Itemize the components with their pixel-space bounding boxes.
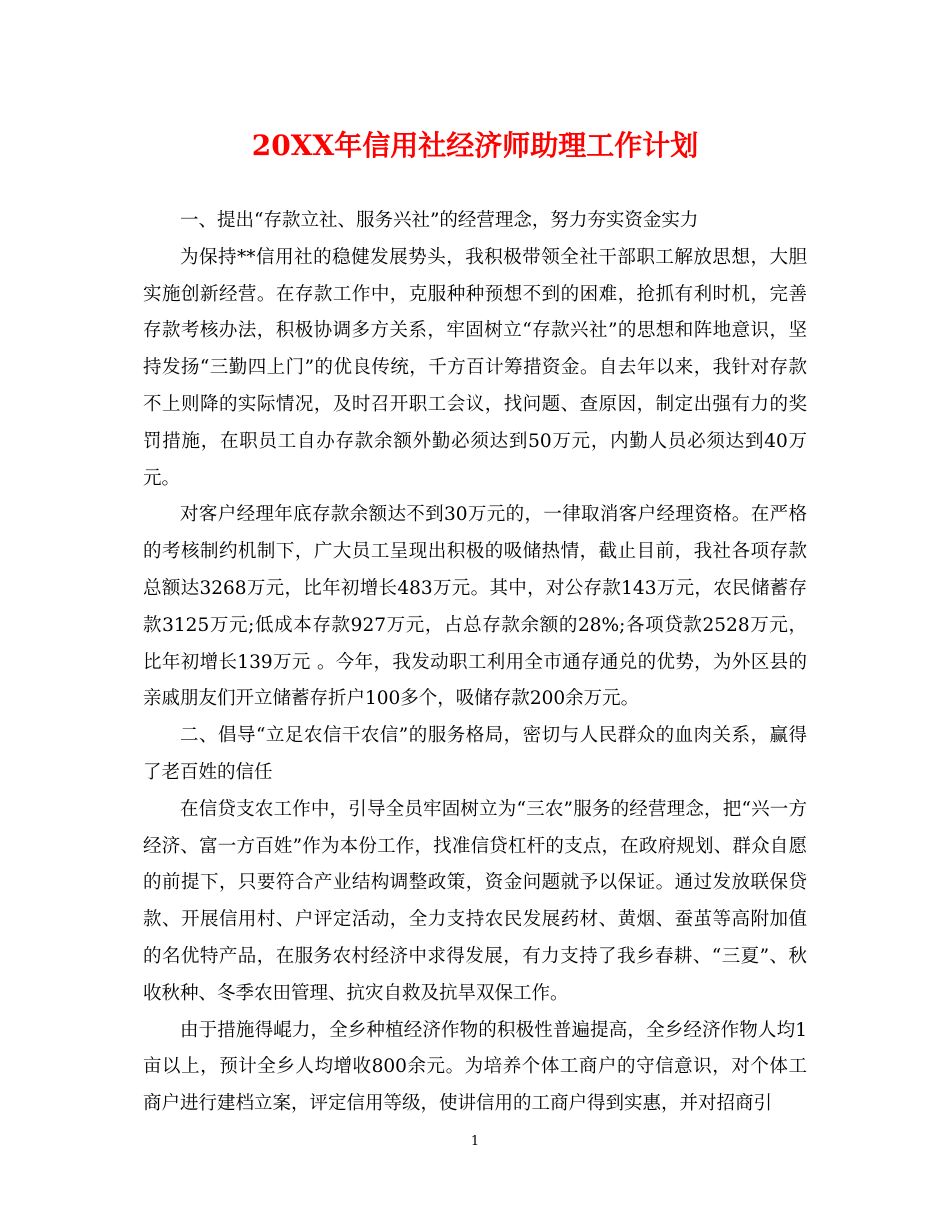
paragraph-section-2-heading: 二、倡导“立足农信干农信”的服务格局，密切与人民群众的血肉关系，赢得了老百姓的信任 <box>143 725 807 783</box>
document-body <box>143 203 807 1123</box>
paragraph: 在信贷支农工作中，引导全员牢固树立为“三农”服务的经营理念，把“兴一方经济、富一方百姓”作为本份工作，找准信贷杠杆的支点，在政府规划、群众自愿的前提下，只要符合产业结构调整政策，资金问题就予以保证。通过发放联保贷款、开展信用村、户评定活动，全力支持农民发展药材、黄烟、蚕茧等高附加值的名优特产品，在服务农村经济中求得发展，有力支持了我乡春耕、“三夏”、秋收秋种、冬季农田管理、抗灾自救及抗旱双保工作。 <box>143 798 807 1004</box>
paragraph: 对客户经理年底存款余额达不到30万元的，一律取消客户经理资格。在严格的考核制约机制下，广大员工呈现出积极的吸储热情，截止目前，我社各项存款总额达3268万元，比年初增长483万元。其中，对公存款143万元，农民储蓄存款3125万元;低成本存款927万元，占总存款余额的28%;各项贷款2528万元，比年初增长139万元 。今年，我发动职工利用全市通存通兑的优势，为外区县的亲戚朋友们开立储蓄存折户100多个，吸储存款200余万元。 <box>143 504 807 710</box>
document-title: 20XX年信用社经济师助理工作计划 <box>251 129 699 162</box>
paragraph: 由于措施得崐力，全乡种植经济作物的积极性普遍提高，全乡经济作物人均1亩以上，预计全乡人均增收800余元。为培养个体工商户的守信意识，对个体工商户进行建档立案，评定信用等级，使讲信用的工商户得到实惠，并对招商引 <box>143 1019 807 1115</box>
paragraph: 为保持**信用社的稳健发展势头，我积极带领全社干部职工解放思想，大胆实施创新经营。在存款工作中，克服种种预想不到的困难，抢抓有利时机，完善存款考核办法，积极协调多方关系，牢固树立“存款兴社”的思想和阵地意识，坚持发扬“三勤四上门”的优良传统，千方百计筹措资金。自去年以来，我针对存款不上则降的实际情况，及时召开职工会议，找问题、查原因，制定出强有力的奖罚措施，在职员工自办存款余额外勤必须达到50万元，内勤人员必须达到40万元。 <box>143 246 807 489</box>
page-number: 1 <box>470 1134 480 1149</box>
paragraph-section-1-heading: 一、提出“存款立社、服务兴社”的经营理念，努力夯实资金实力 <box>180 210 699 231</box>
